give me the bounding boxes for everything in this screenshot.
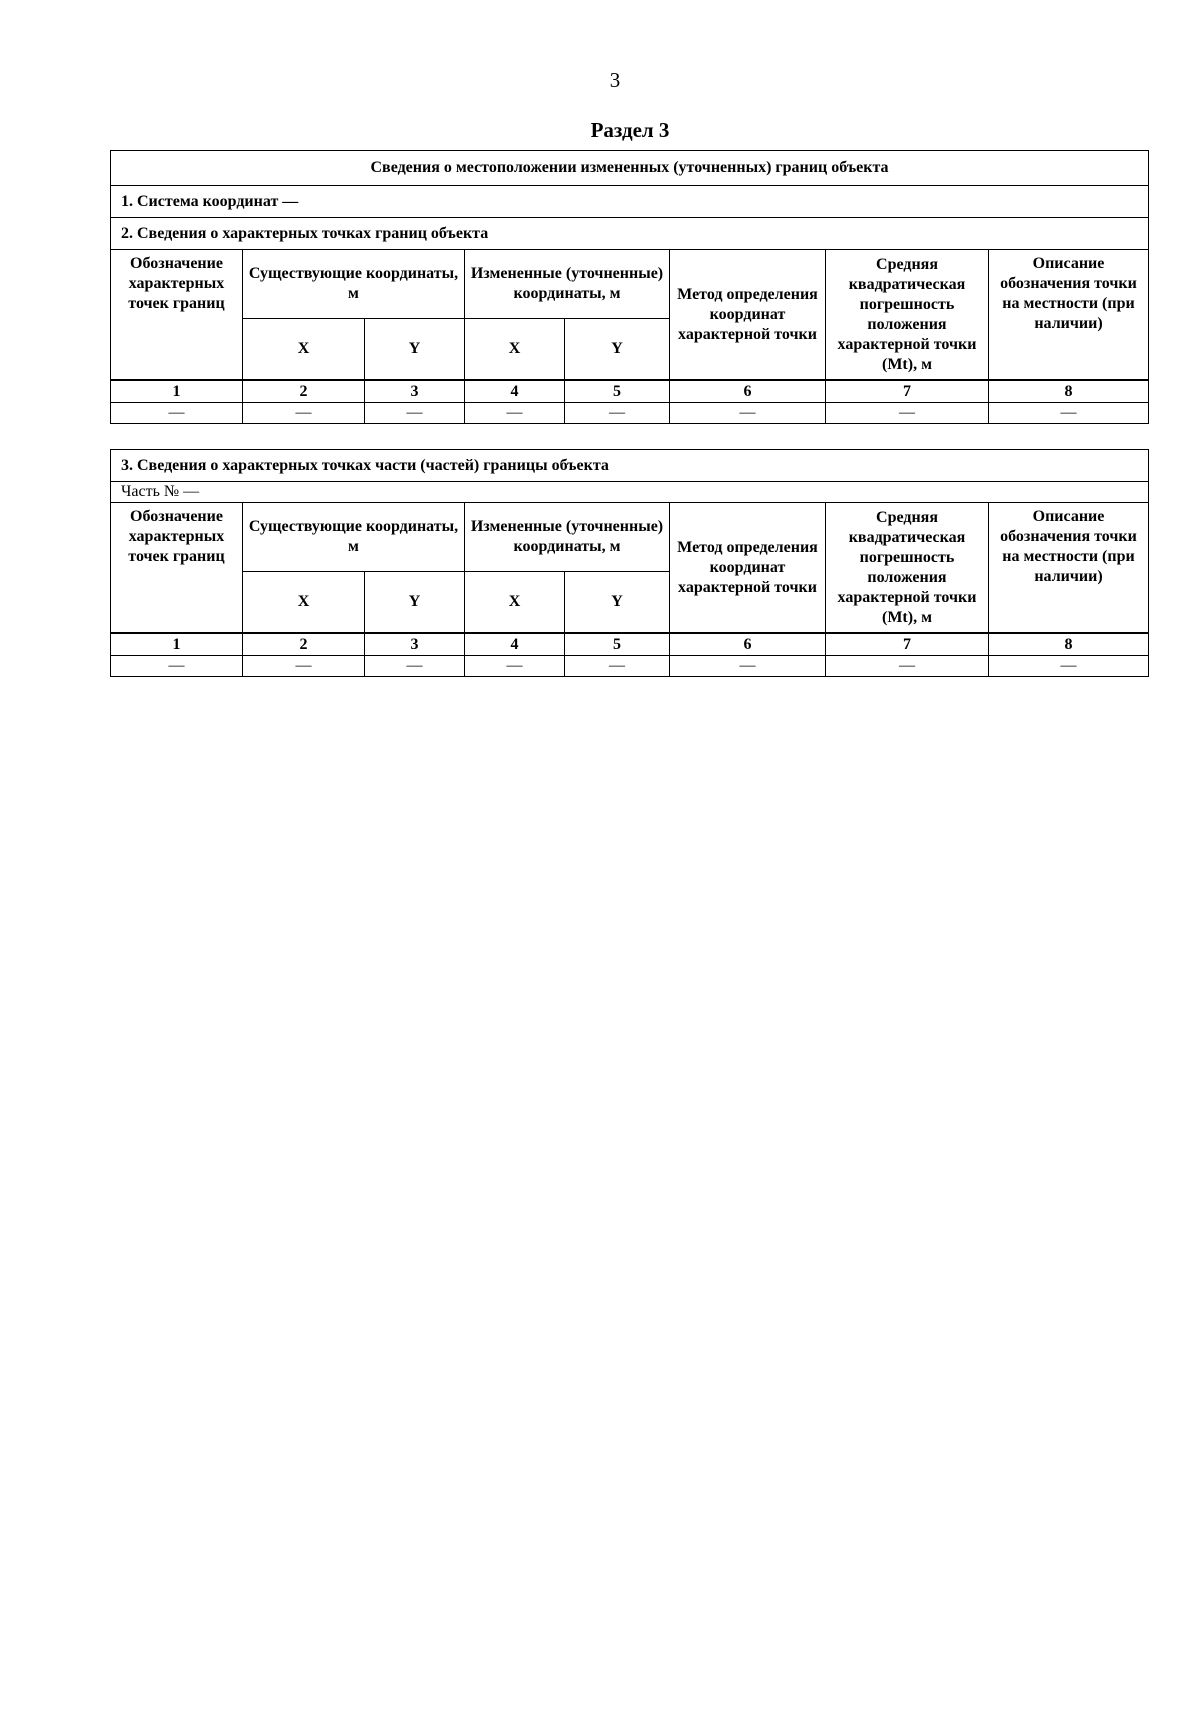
header-changed-coords: Измененные (уточненные) координаты, м: [465, 250, 670, 319]
coord-system-row: 1. Система координат —: [111, 186, 1149, 218]
table-cell: —: [365, 656, 465, 677]
table-cell: —: [826, 403, 989, 424]
header-y-existing: Y: [365, 572, 465, 634]
table-cell: —: [111, 656, 243, 677]
table-subtitle: 2. Сведения о характерных точках границ объекта: [111, 218, 1149, 250]
column-number: 6: [670, 380, 826, 403]
column-number: 7: [826, 380, 989, 403]
header-y-existing: Y: [365, 319, 465, 381]
table-cell: —: [465, 403, 565, 424]
header-x-changed: X: [465, 572, 565, 634]
header-changed-coords: Измененные (уточненные) координаты, м: [465, 503, 670, 572]
header-description: Описание обозначения точки на местности (при наличии): [989, 503, 1149, 634]
column-number: 5: [565, 380, 670, 403]
table-title: Сведения о местоположении измененных (уточненных) границ объекта: [111, 151, 1149, 186]
table-cell: —: [465, 656, 565, 677]
column-numbers-row: [111, 633, 1149, 656]
header-x-changed: X: [465, 319, 565, 381]
column-number: 3: [365, 633, 465, 656]
column-number: 4: [465, 633, 565, 656]
header-mean-error: Средняя квадратическая погрешность положения характерной точки (Mt), м: [826, 250, 989, 381]
table-row: [111, 656, 1149, 677]
column-number: 5: [565, 633, 670, 656]
header-existing-coords: Существующие координаты, м: [243, 250, 465, 319]
header-x-existing: X: [243, 319, 365, 381]
header-description: Описание обозначения точки на местности (при наличии): [989, 250, 1149, 381]
header-existing-coords: Существующие координаты, м: [243, 503, 465, 572]
column-number: 2: [243, 633, 365, 656]
table-cell: —: [365, 403, 465, 424]
column-number: 8: [989, 380, 1149, 403]
table-cell: —: [243, 403, 365, 424]
header-x-existing: X: [243, 572, 365, 634]
column-number: 6: [670, 633, 826, 656]
table-cell: —: [670, 656, 826, 677]
column-number: 3: [365, 380, 465, 403]
column-numbers-row: [111, 380, 1149, 403]
header-method: Метод определения координат характерной точки: [670, 250, 826, 381]
section-title: Раздел 3: [590, 118, 670, 142]
table-title: 3. Сведения о характерных точках части (частей) границы объекта: [111, 450, 1149, 482]
column-number: 1: [111, 633, 243, 656]
column-number: 1: [111, 380, 243, 403]
table-cell: —: [826, 656, 989, 677]
table-cell: —: [989, 403, 1149, 424]
part-number-row: Часть № —: [111, 482, 1149, 503]
table-cell: —: [565, 403, 670, 424]
table-cell: —: [989, 656, 1149, 677]
table-row: [111, 403, 1149, 424]
column-number: 8: [989, 633, 1149, 656]
part-boundary-points-table: [110, 449, 1149, 677]
page-number: 3: [609, 68, 621, 92]
boundary-points-table: [110, 150, 1149, 424]
header-point-designation: Обозначение характерных точек границ: [111, 503, 243, 634]
header-method: Метод определения координат характерной точки: [670, 503, 826, 634]
header-y-changed: Y: [565, 572, 670, 634]
table-cell: —: [111, 403, 243, 424]
header-point-designation: Обозначение характерных точек границ: [111, 250, 243, 381]
table-cell: —: [565, 656, 670, 677]
column-number: 4: [465, 380, 565, 403]
column-number: 7: [826, 633, 989, 656]
header-y-changed: Y: [565, 319, 670, 381]
table-cell: —: [243, 656, 365, 677]
column-number: 2: [243, 380, 365, 403]
table-cell: —: [670, 403, 826, 424]
header-mean-error: Средняя квадратическая погрешность положения характерной точки (Mt), м: [826, 503, 989, 634]
